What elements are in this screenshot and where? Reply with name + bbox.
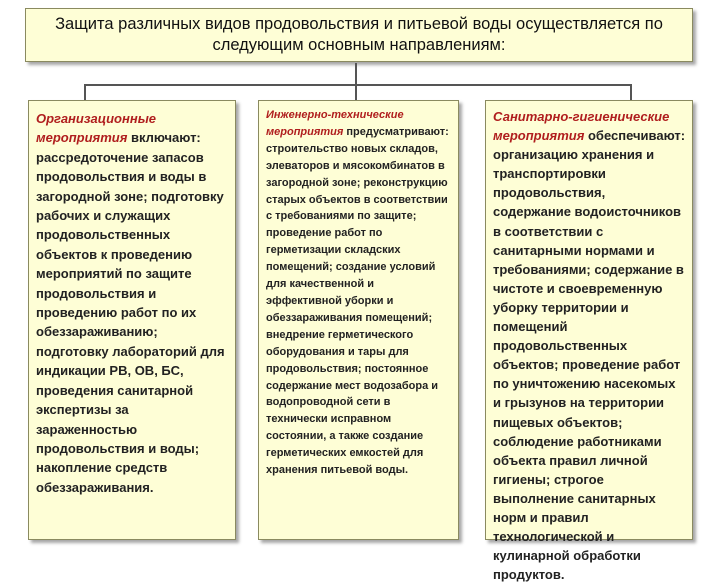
connector-trunk xyxy=(355,63,357,85)
sanitary-measures-body: обеспечивают: организацию хранения и транспортировки продовольствия, содержание водоисточников в соответствии с санитарными нормами и требованиями; содержание в чистоте и своевременную уборку территории и помещений продовольственных объектов; проведение работ по уничтожению насекомых и грызунов на территории пищевых объектов; соблюдение работниками объекта правил личной гигиены; строгое выполнение санитарных норм и правил технологической и кулинарной обработки продуктов. xyxy=(493,128,686,583)
connector-drop-right xyxy=(630,84,632,101)
organizational-measures-box xyxy=(28,100,236,540)
connector-drop-left xyxy=(84,84,86,101)
sanitary-measures-box xyxy=(485,100,693,583)
engineering-measures-box xyxy=(258,100,459,540)
connector-bar xyxy=(84,84,632,86)
organizational-measures-text xyxy=(36,109,229,497)
sanitary-measures-text xyxy=(493,107,686,584)
sanitary-measures-heading: Санитарно-гигиенические мероприятия xyxy=(493,109,670,144)
engineering-measures-heading: Инженерно-технические мероприятия xyxy=(266,109,404,138)
organizational-measures-heading: Организационные мероприятия xyxy=(36,111,157,146)
organizational-measures-body: включают: рассредоточение запасов продовольствия и воды в загородной зоне; подготовку рабочих и служащих продовольственных объектов к проведению мероприятий по защите продовольствия и проведению работ по их обеззараживанию; подготовку лабораторий для индикации РВ, ОВ, БС, проведения санитарной экспертизы за зараженностью продовольствия и воды; накопление средств обеззараживания. xyxy=(36,130,225,495)
connector-drop-middle xyxy=(355,84,357,101)
engineering-measures-body: предусматривают: строительство новых складов, элеваторов и мясокомбинатов в загородной зоне; реконструкцию старых объектов в соответствии с требованиями по защите; проведение работ по герметизации складских помещений; создание условий для качественной и эффективной уборки и обеззараживания помещений; внедрение герметического оборудования и тары для продовольствия; постоянное содержание мест водозабора и водопроводной сети в технически исправном состоянии, а также создание герметических емкостей для хранения питьевой воды. xyxy=(266,125,449,477)
title-box xyxy=(25,8,693,62)
engineering-measures-text xyxy=(266,107,452,479)
page-title: Защита различных видов продовольствия и питьевой воды осуществляется по следующим основным направлениям: xyxy=(55,15,663,54)
